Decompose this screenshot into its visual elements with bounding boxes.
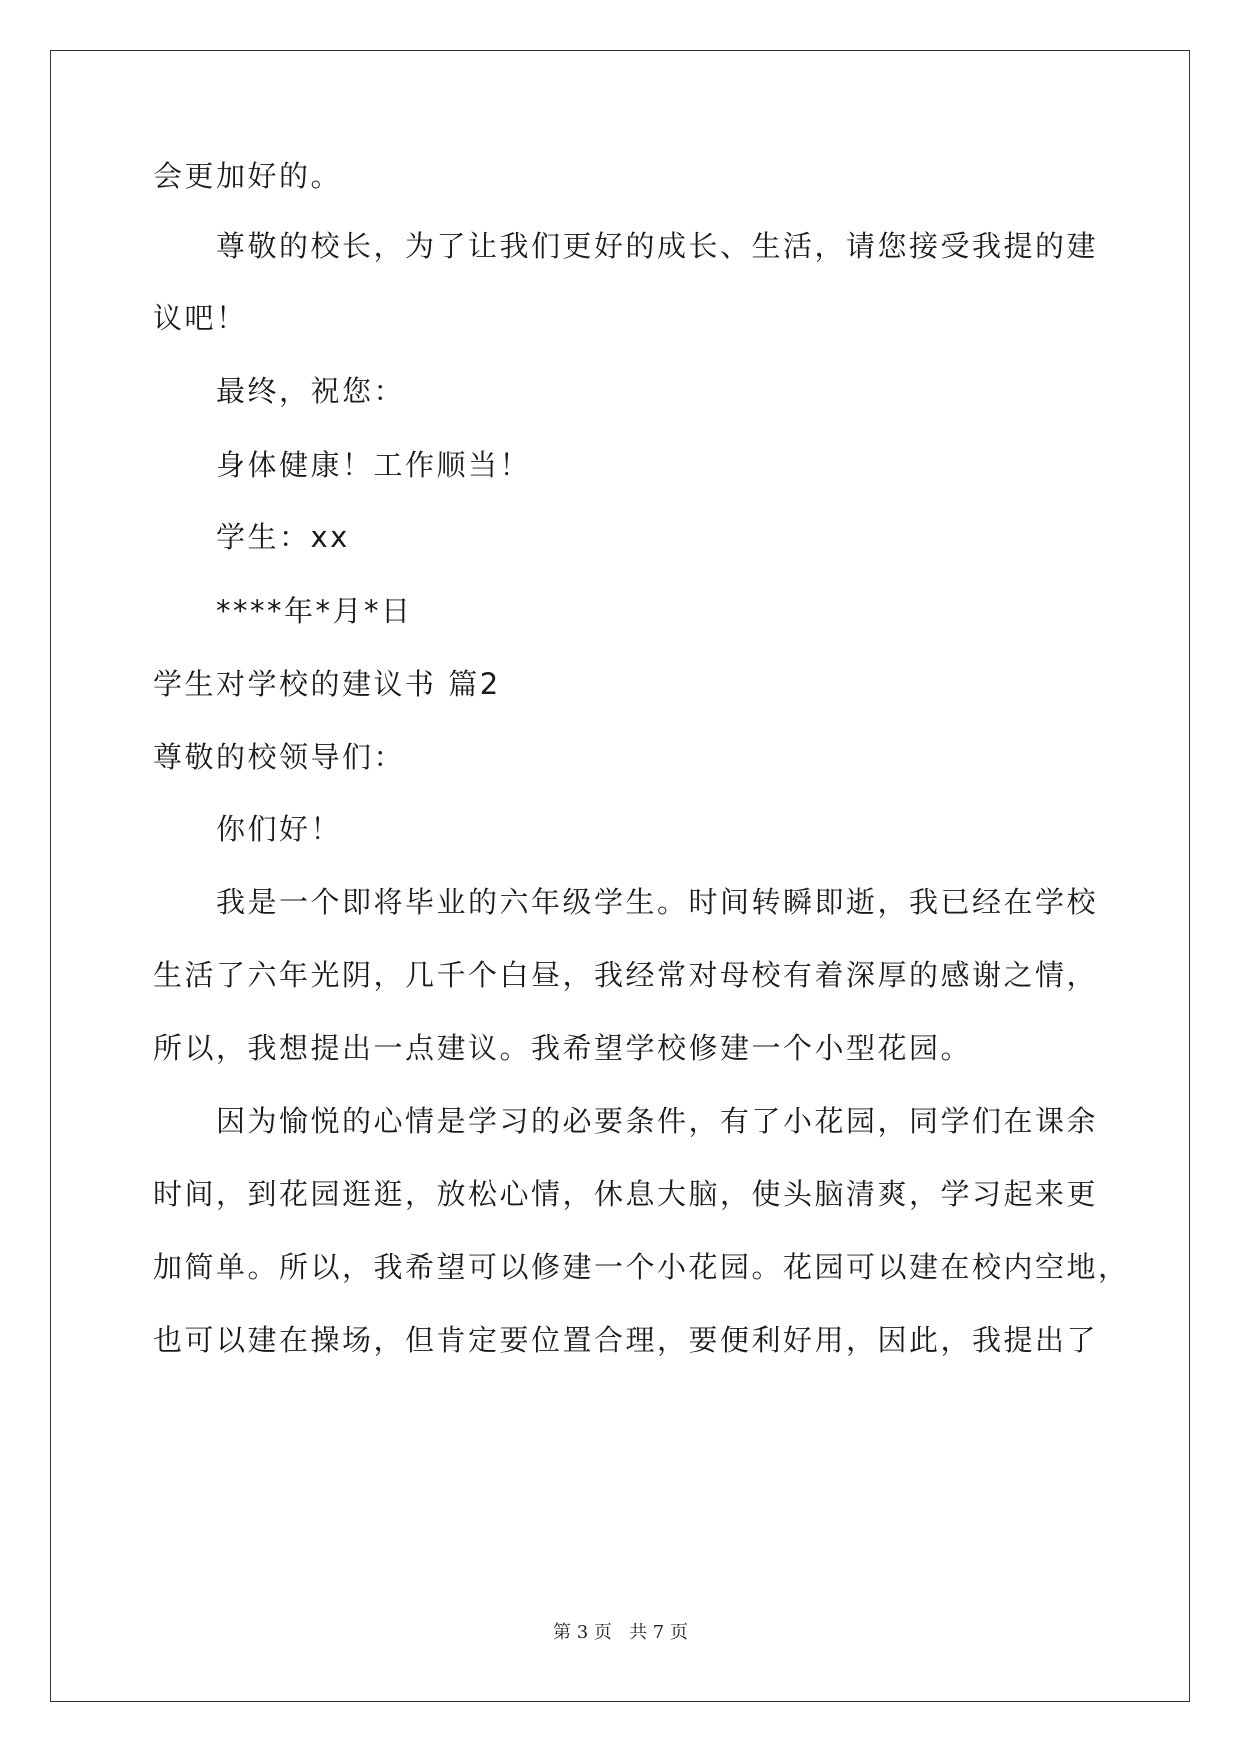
text-line: 我是一个即将毕业的六年级学生。时间转瞬即逝，我已经在学校: [216, 885, 1099, 919]
text-line: 会更加好的。: [153, 159, 343, 193]
salutation: 尊敬的校领导们：: [153, 740, 406, 774]
text-line: 生活了六年光阴，几千个白昼，我经常对母校有着深厚的感谢之情，: [153, 958, 1099, 992]
text-line: 尊敬的校长，为了让我们更好的成长、生活，请您接受我提的建: [216, 229, 1099, 263]
section-title: 学生对学校的建议书 篇2: [153, 667, 501, 701]
page-number: 第 3 页 共 7 页: [553, 1622, 688, 1643]
date-line: ****年*月*日: [216, 594, 413, 628]
page-border: [50, 50, 1190, 1702]
text-line: 议吧！: [153, 301, 248, 335]
text-line: 最终，祝您：: [216, 374, 406, 408]
text-line: 也可以建在操场，但肯定要位置合理，要便利好用，因此，我提出了: [153, 1323, 1099, 1357]
text-line: 加简单。所以，我希望可以修建一个小花园。花园可以建在校内空地，: [153, 1250, 1130, 1284]
text-line: 所以，我想提出一点建议。我希望学校修建一个小型花园。: [153, 1031, 973, 1065]
text-line: 因为愉悦的心情是学习的必要条件，有了小花园，同学们在课余: [216, 1104, 1099, 1138]
page-footer: [0, 1622, 1241, 1644]
text-line: 时间，到花园逛逛，放松心情，休息大脑，使头脑清爽，学习起来更: [153, 1177, 1099, 1211]
signature-line: 学生：xx: [216, 520, 350, 554]
greeting: 你们好！: [216, 812, 343, 846]
text-line: 身体健康！工作顺当！: [216, 448, 532, 482]
